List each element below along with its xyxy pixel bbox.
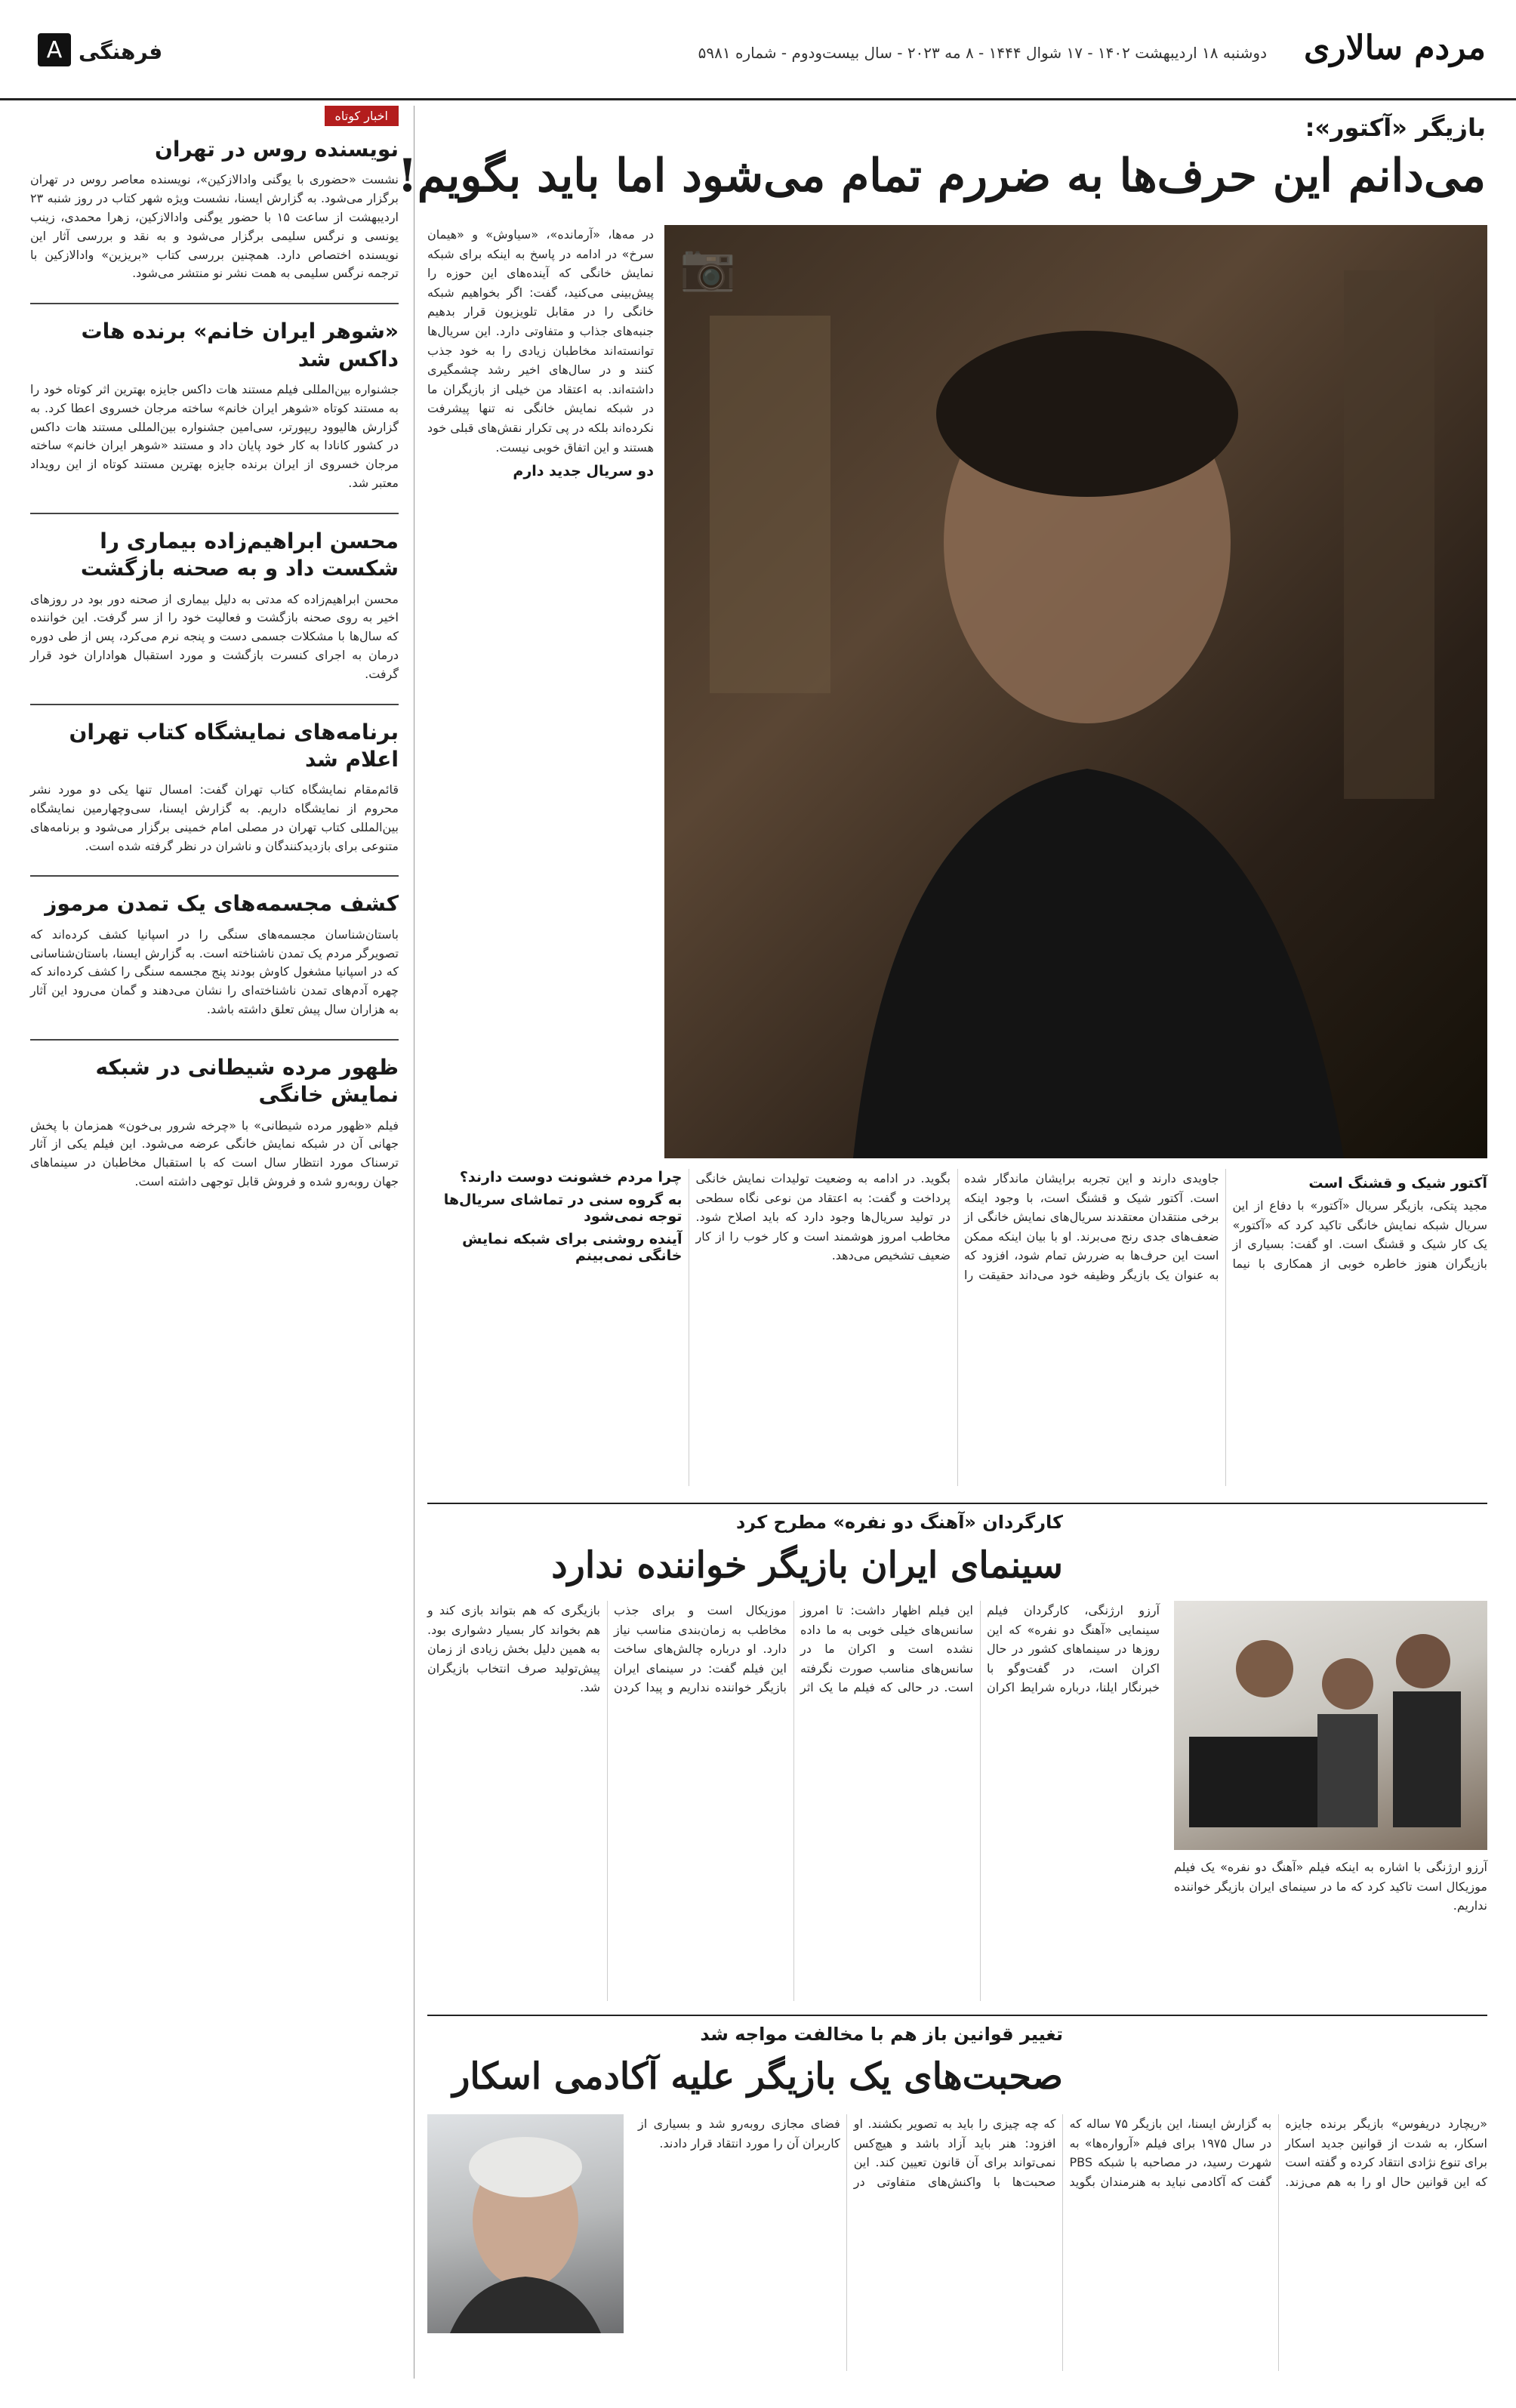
news-item-title: نویسنده روس در تهران bbox=[154, 137, 399, 162]
news-item-body: جشنواره بین‌المللی فیلم مستند هات داکس جایزه بهترین اثر کوتاه خود را به مستند کوتاه «شوهر ایران خانم» ساخته مرجان خسروی اعطا کرد. به گزارش هالیوود ریپورتر، سی‌امین جشنواره بین‌المللی مستند هات داکس در کشور کانادا به کار خود پایان داد و مستند «شوهر ایران خانم» ساخته مرجان خسروی از ایران برنده جایزه بهترین مستند کوتاه از این رویداد معتبر شد. bbox=[30, 381, 399, 490]
group-illustration bbox=[1174, 1601, 1487, 1850]
divider bbox=[427, 1503, 1487, 1504]
news-item bbox=[30, 318, 399, 493]
art2-body-text: آرزو ارژنگی، کارگردان فیلم سینمایی «آهنگ دو نفره» که این روزها در سینماهای کشور در حال اکران است، در گفت‌وگو با خبرنگار ایلنا، درباره شرایط اکران این فیلم اظهار داشت: تا امروز سانس‌های خیلی خوبی به ما داده نشده است و اکران ما در سانس‌های مناسب صورت نگرفته است. در حالی که فیلم ما یک اثر موزیکال است و برای جذب مخاطب به زمان‌بندی مناسب نیاز دارد. او درباره چالش‌های ساخت این فیلم گفت: در سینمای ایران بازیگر خواننده نداریم و پیدا کردن بازیگری که هم بتواند بازی کند و هم بخواند کار بسیار دشواری بود. به همین دلیل بخش زیادی از زمان پیش‌تولید صرف انتخاب بازیگران شد. bbox=[427, 1603, 1160, 1695]
sidebar-items bbox=[30, 136, 399, 1211]
news-item-body: باستان‌شناسان مجسمه‌های سنگی را در اسپانیا کشف کرده‌اند که تصویرگر مردم یک تمدن ناشناخته است. به گزارش ایسنا، باستان‌شناسانی که در اسپانیا مشغول کاوش بودند پنج مجسمه سنگی را کشف کرده‌اند که چهره آدم‌های تمدن ناشناخته‌ای را نشان می‌دهند و گمان می‌رود این آثار به هزاران سال پیش تعلق داشته باشد. bbox=[30, 927, 399, 1017]
newspaper-logo: مردم سالاری bbox=[1303, 29, 1486, 67]
news-item bbox=[30, 136, 399, 283]
sidebar-tag: اخبار کوتاه bbox=[325, 106, 399, 126]
lead-photo bbox=[664, 225, 1487, 1158]
section-logo-icon: A bbox=[38, 33, 71, 66]
art3-kicker: تغییر قوانین باز هم با مخالفت مواجه شد bbox=[700, 2024, 1063, 2045]
art2-caption-text: آرزو ارژنگی با اشاره به اینکه فیلم «آهنگ دو نفره» یک فیلم موزیکال است تاکید کرد که ما در سینمای ایران بازیگر خواننده نداریم. bbox=[1174, 1860, 1487, 1913]
divider bbox=[30, 875, 399, 877]
divider bbox=[30, 513, 399, 514]
art2-headline: سینمای ایران بازیگر خواننده ندارد bbox=[551, 1544, 1063, 1586]
divider bbox=[427, 2015, 1487, 2016]
lead-subhead: آینده روشنی برای شبکه نمایش خانگی نمی‌بینم bbox=[462, 1231, 683, 1264]
lead-body-columns bbox=[427, 1169, 1487, 1486]
masthead bbox=[0, 0, 1516, 100]
lead-column-text: در مه‌ها، «آرمانده»، «سیاوش» و «هیمان سرخ» در ادامه در پاسخ به اینکه برای شبکه نمایش خانگی که آینده‌های این حوزه را پیش‌بینی می‌کنید، گفت: اگر بخواهیم شبکه خانگی را در مقابل تلویزیون قرار بدهیم جنبه‌های جذاب و متفاوتی دارد. این سریال‌ها توانسته‌اند مخاطبان زیادی را به خود جذب کنند و در سال‌های اخیر رشد چشمگیری داشته‌اند. به اعتقاد من خیلی از بازیگران ما در شبکه نمایش خانگی نه تنها پیشرفت نکرده‌اند بلکه در پی تکرار نقش‌های قبلی خود هستند و این اتفاق خوبی نیست. bbox=[427, 227, 654, 455]
news-item-title: برنامه‌های نمایشگاه کتاب تهران اعلام شد bbox=[69, 719, 399, 772]
art2-body-columns bbox=[427, 1601, 1160, 2001]
divider bbox=[30, 704, 399, 705]
news-item-body: فیلم «ظهور مرده شیطانی» با «چرخه شرور بی‌خون» همزمان با پخش جهانی آن در شبکه نمایش خانگی عرضه می‌شود. این فیلم یکی از آثار ترسناک مورد انتظار سال است که با استقبال مخاطبان در سینماهای جهان روبه‌رو شده و فروش قابل توجهی داشته است. bbox=[30, 1118, 399, 1189]
news-item-title: محسن ابراهیم‌زاده بیماری را شکست داد و به صحنه بازگشت bbox=[80, 528, 399, 581]
divider bbox=[30, 1039, 399, 1041]
lead-subhead: دو سریال جدید دارم bbox=[513, 463, 654, 480]
art2-photo bbox=[1174, 1601, 1487, 1850]
camera-icon: 📷 bbox=[679, 241, 736, 294]
news-item bbox=[30, 890, 399, 1019]
section-label: فرهنگی bbox=[79, 39, 163, 64]
art2-kicker: کارگردان «آهنگ دو نفره» مطرح کرد bbox=[735, 1512, 1063, 1533]
news-item-title: کشف مجسمه‌های یک تمدن مرموز bbox=[45, 891, 399, 917]
news-item-title: ظهور مرده شیطانی در شبکه نمایش خانگی bbox=[95, 1054, 399, 1108]
art2-caption bbox=[1174, 1858, 1487, 1916]
lead-kicker: بازیگر «آکتور»: bbox=[1305, 113, 1486, 142]
lead-body-text: مجید پتکی، بازیگر سریال «آکتور» با دفاع از این سریال شبکه نمایش خانگی تاکید کرد که «آکتور» یک کار شیک و قشنگ است. او گفت: بسیاری از بازیگران هنوز خاطره خوبی از همکاری با نیما جاویدی دارند و این تجربه برایشان ماندگار شده است. آکتور شیک و قشنگ است، با وجود اینکه برخی منتقدان معتقدند سریال‌های نمایش خانگی از ضعف‌های جدی رنج می‌برند. او با بیان اینکه ممکن است این حرف‌ها به ضررش تمام شود، افزود که به عنوان یک بازیگر وظیفه خود می‌داند حقیقت را بگوید. در ادامه به وضعیت تولیدات نمایش خانگی پرداخت و گفت: به اعتقاد من نوعی نگاه سطحی در تولید سریال‌ها وجود دارد که باید اصلاح شود. مخاطب امروز هوشمند است و کار خوب را از کار ضعیف تشخیص می‌دهد. bbox=[695, 1171, 1487, 1282]
news-item-title: «شوهر ایران خانم» برنده هات داکس شد bbox=[81, 319, 399, 372]
news-item-body: قائم‌مقام نمایشگاه کتاب تهران گفت: امسال تنها یکی دو مورد نشر محروم از نمایشگاه داریم. به گزارش ایسنا، سی‌وچهارمین نمایشگاه بین‌المللی کتاب تهران در مصلی امام خمینی برگزار می‌شود و برنامه‌های متنوعی برای بازدیدکنندگان و ناشران در نظر گرفته شده است. bbox=[30, 782, 399, 853]
lead-headline: می‌دانم این حرف‌ها به ضررم تمام می‌شود اما باید بگویم! bbox=[397, 150, 1486, 202]
news-item-body: نشست «حضوری با یوگنی وادالازکین»، نویسنده معاصر روس در تهران برگزار می‌شود. به گزارش ایسنا، نشست ویژه شهر کتاب در روز شنبه ۲۳ اردیبهشت از ساعت ۱۵ با حضور یوگنی وادالازکین، زهرا محمدی، زینب یونسی و نرگس سلیمی برگزار می‌شود و به نقد و بررسی آثار این نویسنده اختصاص دارد. همچنین بررسی کتاب «بریزین» وادالازکین با ترجمه نرگس سلیمی به همت نشر نو منتشر می‌شود. bbox=[30, 172, 399, 281]
portrait-illustration bbox=[427, 2114, 624, 2333]
news-item bbox=[30, 528, 399, 684]
issue-line: دوشنبه ۱۸ اردیبهشت ۱۴۰۲ - ۱۷ شوال ۱۴۴۴ - ۸ مه ۲۰۲۳ - سال بیست‌ودوم - شماره ۵۹۸۱ bbox=[698, 44, 1267, 62]
art3-body-columns bbox=[638, 2114, 1487, 2371]
news-item-body: محسن ابراهیم‌زاده که مدتی به دلیل بیماری از صحنه دور بود در روزهای اخیر به روی صحنه بازگشت و فعالیت خود را از سر گرفت. این خواننده که سال‌ها با مشکلات جسمی دست و پنجه نرم می‌کرد، پس از طی دوره درمان به اجرای کنسرت بازگشت و مورد استقبال هواداران خود قرار گرفت. bbox=[30, 591, 399, 681]
news-item bbox=[30, 1054, 399, 1192]
lead-subhead: آکتور شیک و قشنگ است bbox=[1308, 1175, 1487, 1192]
news-item bbox=[30, 719, 399, 856]
lead-subhead: چرا مردم خشونت دوست دارند؟ bbox=[459, 1169, 683, 1186]
art3-headline: صحبت‌های یک بازیگر علیه آکادمی اسکار bbox=[452, 2055, 1063, 2098]
lead-column-left bbox=[427, 225, 654, 484]
art3-body-text: «ریچارد دریفوس» بازیگر برنده جایزه اسکار، به شدت از قوانین جدید اسکار برای تنوع نژادی انتقاد کرده و گفته است که این قوانین حال او را به هم می‌زند. به گزارش ایسنا، این بازیگر ۷۵ ساله که در سال ۱۹۷۵ برای فیلم «آرواره‌ها» به شهرت رسید، در مصاحبه با شبکه PBS گفت که آکادمی نباید به هنرمندان بگوید که چه چیزی را باید به تصویر بکشند. او افزود: هنر باید آزاد باشد و هیچ‌کس نمی‌تواند برای آن قانون تعیین کند. این صحبت‌ها با واکنش‌های متفاوتی در فضای مجازی روبه‌رو شد و بسیاری از کاربران آن را مورد انتقاد قرار دادند. bbox=[638, 2117, 1487, 2189]
lead-subhead: به گروه سنی در تماشای سریال‌ها توجه نمی‌شود bbox=[443, 1192, 683, 1225]
divider bbox=[30, 303, 399, 304]
art3-photo bbox=[427, 2114, 624, 2333]
sidebar-news bbox=[30, 106, 399, 2379]
portrait-illustration bbox=[664, 225, 1487, 1158]
